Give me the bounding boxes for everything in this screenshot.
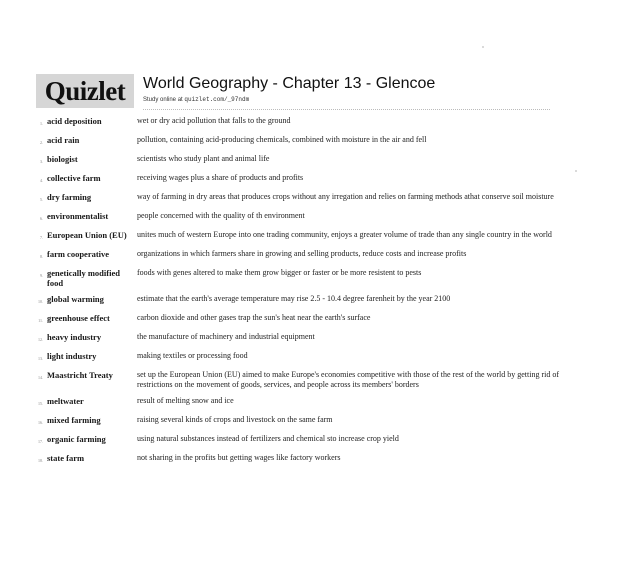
term-row [30,415,570,428]
term-definition: using natural substances instead of fertilizers and chemical sto increase crop yield [137,434,399,443]
term-row [30,332,570,345]
term-row [30,173,570,186]
term-row [30,192,570,205]
page-title: World Geography - Chapter 13 - Glencoe [143,75,436,92]
term-number: 16. [38,420,43,425]
term-row [30,396,570,409]
term-word: acid deposition [47,116,102,126]
term-number: 7. [40,235,43,240]
term-word: mixed farming [47,415,101,425]
term-row [30,453,570,466]
term-word: environmentalist [47,211,109,221]
term-number: 10. [38,299,43,304]
term-number: 2. [40,140,43,145]
term-definition: unites much of western Europe into one trading community, enjoys a greater volume of trade than any single country in the world [137,230,552,239]
term-word: greenhouse effect [47,313,110,323]
term-word: biologist [47,154,78,164]
term-row [30,154,570,167]
term-row [30,116,570,129]
term-word: light industry [47,351,97,361]
term-definition: way of farming in dry areas that produces crops without any irregation and relies on farming methods athat conserve soil moisture [137,192,554,201]
term-number: 13. [38,356,43,361]
study-online-note [143,96,249,103]
term-number: 8. [40,254,43,259]
term-definition: wet or dry acid pollution that falls to the ground [137,116,291,125]
term-number: 11. [38,318,43,323]
quizlet-logo [36,74,134,108]
term-word: meltwater [47,396,84,406]
term-list [30,116,570,472]
term-row [30,230,570,243]
term-definition: carbon dioxide and other gases trap the sun's heat near the earth's surface [137,313,371,322]
term-word: state farm [47,453,85,463]
logo-text: Quizlet [44,75,126,106]
term-row [30,370,570,390]
term-definition: scientists who study plant and animal life [137,154,270,163]
term-word: Maastricht Treaty [47,370,113,380]
term-row [30,249,570,262]
term-word: European Union (EU) [47,230,127,240]
term-word: genetically modified food [47,268,120,288]
term-row [30,351,570,364]
term-row [30,294,570,307]
term-word: heavy industry [47,332,102,342]
document-header [36,74,556,110]
term-row [30,268,570,288]
term-word: collective farm [47,173,101,183]
term-number: 6. [40,216,43,221]
term-number: 18. [38,458,43,463]
term-row [30,211,570,224]
term-word: farm cooperative [47,249,110,259]
term-definition: receiving wages plus a share of products and profits [137,173,304,182]
scan-speck [482,46,484,48]
study-online-label: Study online at [143,97,183,103]
term-definition: set up the European Union (EU) aimed to make Europe's economies competitive with those of the rest of the world by getting rid of restrictions on the movement of goods, services, and people across its members' borders [137,370,559,389]
term-definition: people concerned with the quality of th environment [137,211,305,220]
term-definition: not sharing in the profits but getting wages like factory workers [137,453,341,462]
header-divider [143,109,550,110]
term-number: 1. [40,121,43,126]
term-definition: estimate that the earth's average temperature may rise 2.5 - 10.4 degree farenheit by the year 2100 [137,294,451,303]
term-definition: raising several kinds of crops and livestock on the same farm [137,415,333,424]
term-definition: pollution, containing acid-producing chemicals, combined with moisture in the air and fell [137,135,427,144]
term-word: dry farming [47,192,92,202]
term-definition: making textiles or processing food [137,351,248,360]
study-online-url: quizlet.com/_97ndm [184,96,250,103]
term-number: 17. [38,439,43,444]
term-word: global warming [47,294,104,304]
scan-speck [575,170,577,172]
term-number: 15. [38,401,43,406]
term-number: 4. [40,178,43,183]
term-number: 5. [40,197,43,202]
term-row [30,313,570,326]
term-number: 14. [38,375,43,380]
term-word: acid rain [47,135,80,145]
term-word: organic farming [47,434,106,444]
term-definition: foods with genes altered to make them grow bigger or faster or be more resistent to pests [137,268,422,277]
term-number: 9. [40,273,43,278]
term-definition: the manufacture of machinery and industrial equipment [137,332,315,341]
term-number: 12. [38,337,43,342]
term-row [30,434,570,447]
term-definition: result of melting snow and ice [137,396,234,405]
term-definition: organizations in which farmers share in growing and selling products, reduce costs and increase profits [137,249,467,258]
term-row [30,135,570,148]
term-number: 3. [40,159,43,164]
